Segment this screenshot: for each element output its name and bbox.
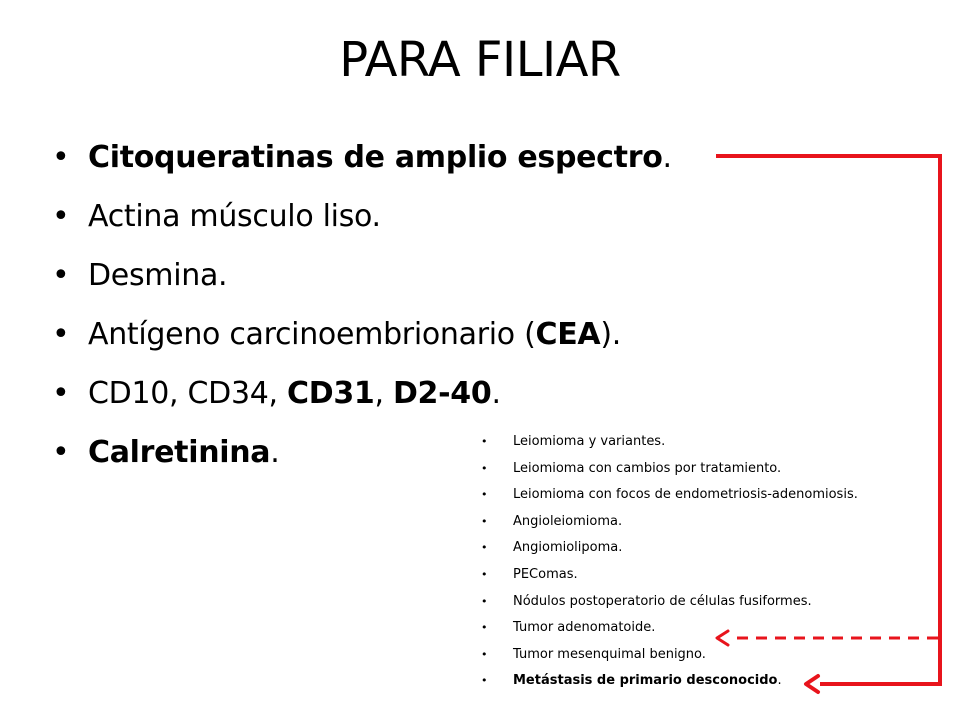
differential-item: • Leiomioma y variantes. bbox=[481, 429, 858, 456]
bullet-icon: • bbox=[481, 435, 488, 448]
marker-name: Calretinina bbox=[88, 435, 271, 470]
solid-connector-line bbox=[716, 156, 940, 684]
bullet-icon: • bbox=[481, 594, 488, 608]
bullet-icon: • bbox=[52, 140, 70, 175]
dashed-arrowhead-icon bbox=[717, 631, 728, 645]
bullet-icon: • bbox=[52, 258, 70, 293]
bullet-icon: • bbox=[481, 674, 488, 688]
slide-title: PARA FILIAR bbox=[339, 32, 621, 88]
bullet-icon: • bbox=[481, 488, 488, 502]
solid-arrowhead-icon bbox=[806, 676, 818, 692]
differential-item: • PEComas. bbox=[481, 562, 858, 589]
marker-name: Citoqueratinas de amplio espectro bbox=[88, 140, 663, 175]
differential-item: • Angiomiolipoma. bbox=[481, 535, 858, 562]
differential-item: • Tumor mesenquimal benigno. bbox=[481, 642, 858, 669]
bullet-icon: • bbox=[481, 647, 488, 661]
bullet-icon: • bbox=[52, 317, 70, 352]
marker-name: Actina músculo liso. bbox=[88, 199, 381, 234]
marker-item-cd: • CD10, CD34, CD31, D2-40. bbox=[52, 367, 672, 426]
differential-item: • Tumor adenomatoide. bbox=[481, 615, 858, 642]
bullet-icon: • bbox=[481, 567, 488, 581]
marker-item-calretinina: • Calretinina. bbox=[52, 426, 672, 485]
bullet-icon: • bbox=[52, 435, 70, 470]
marker-d240: D2-40 bbox=[392, 376, 492, 411]
bullet-icon: • bbox=[481, 461, 488, 475]
bullet-icon: • bbox=[52, 199, 70, 234]
differential-item: • Leiomioma con focos de endometriosis-adenomiosis. bbox=[481, 482, 858, 509]
marker-item-cea: • Antígeno carcinoembrionario (CEA). bbox=[52, 308, 672, 367]
bullet-icon: • bbox=[481, 541, 488, 555]
differential-item: • Nódulos postoperatorio de células fusiformes. bbox=[481, 589, 858, 616]
differential-item: • Angioleiomioma. bbox=[481, 509, 858, 536]
marker-name: Desmina. bbox=[88, 258, 228, 293]
marker-cd31: CD31 bbox=[287, 376, 375, 411]
differential-item: • Leiomioma con cambios por tratamiento. bbox=[481, 456, 858, 483]
differential-item-metastasis: • Metástasis de primario desconocido. bbox=[481, 668, 858, 695]
bullet-icon: • bbox=[52, 376, 70, 411]
marker-abbrev: CEA bbox=[535, 317, 601, 352]
bullet-icon: • bbox=[481, 514, 488, 528]
marker-item-citoqueratinas: • Citoqueratinas de amplio espectro. bbox=[52, 131, 672, 190]
bullet-icon: • bbox=[481, 621, 488, 635]
